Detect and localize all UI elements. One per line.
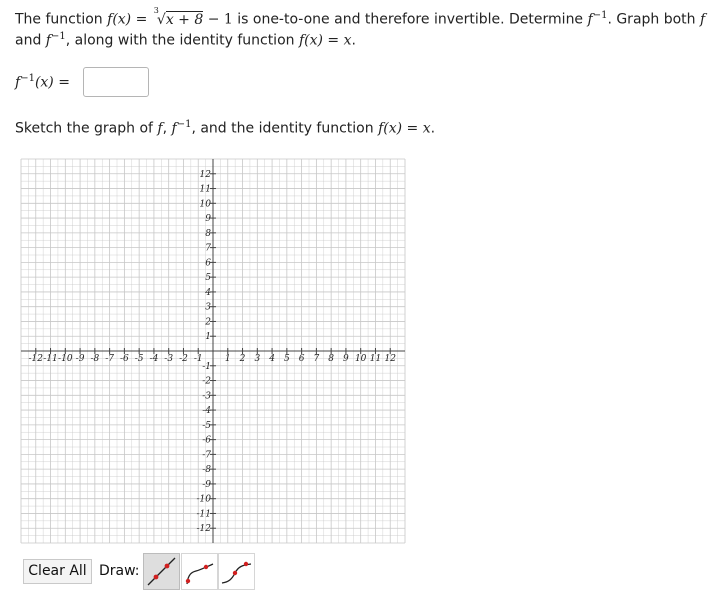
math-inverse-sup: −1	[50, 31, 66, 42]
sketch-instruction	[15, 119, 435, 137]
cube-root-tool-button[interactable]	[218, 553, 255, 590]
x-tick-label: -4	[149, 354, 159, 364]
x-tick-label: -11	[43, 354, 58, 364]
radical-sign-icon: √	[156, 11, 166, 28]
y-tick-label: 7	[205, 243, 211, 254]
x-axis-labels	[29, 354, 397, 364]
math-inverse-sup: −1	[176, 119, 192, 130]
y-tick-label: -7	[202, 450, 211, 461]
y-tick-label: 2	[205, 317, 211, 328]
x-tick-label: 5	[283, 354, 290, 364]
math-x: (x)	[304, 32, 323, 49]
y-tick-label: 6	[205, 258, 211, 269]
clear-all-button[interactable]: Clear All	[23, 559, 92, 584]
question-line-1	[15, 6, 706, 28]
math-f: f	[45, 32, 51, 49]
x-tick-label: -5	[134, 354, 144, 364]
y-tick-label: -11	[196, 509, 211, 520]
x-tick-label: 12	[384, 354, 396, 364]
sketch-text: ,	[162, 120, 172, 137]
coordinate-graph[interactable]	[15, 153, 411, 549]
y-tick-label: -9	[202, 479, 211, 490]
question-text: is one-to-one and therefore invertible. Determine	[232, 11, 588, 28]
x-tick-label: -12	[28, 354, 44, 364]
cube-root-tool-icon	[219, 554, 254, 589]
question-text: .	[351, 32, 356, 49]
math-f: f	[107, 11, 113, 28]
question-text: . Graph both	[607, 11, 700, 28]
y-tick-label: -6	[202, 435, 211, 446]
axes	[21, 159, 405, 543]
y-tick-label: 3	[205, 302, 211, 313]
math-f: f	[157, 120, 163, 137]
sketch-text: .	[430, 120, 436, 137]
math-x: (x)	[383, 120, 403, 137]
y-tick-label: 8	[205, 228, 211, 239]
question-text: and	[15, 32, 46, 49]
question-line-2	[15, 31, 356, 49]
x-tick-label: -1	[193, 354, 203, 364]
math-f: f	[171, 120, 177, 137]
x-tick-label: -8	[90, 354, 100, 364]
y-tick-label: -8	[202, 465, 211, 476]
y-tick-label: 12	[199, 169, 211, 180]
x-tick-label: 4	[269, 354, 275, 364]
root-index: 3	[153, 6, 159, 15]
math-x-equals: (x) =	[34, 74, 70, 91]
sketch-text: Sketch the graph of	[15, 120, 158, 137]
math-inverse-sup: −1	[592, 10, 608, 21]
square-root-tool-button[interactable]	[181, 553, 218, 590]
math-inverse-sup: −1	[20, 73, 35, 84]
x-tick-label: -7	[105, 354, 115, 364]
x-tick-label: -2	[179, 354, 188, 364]
x-tick-label: 3	[254, 354, 261, 364]
math-equals: =	[131, 11, 152, 28]
draw-label: Draw:	[99, 563, 140, 579]
math-f: f	[378, 120, 384, 137]
math-equals: =	[322, 32, 344, 49]
math-equals: =	[402, 120, 423, 137]
x-tick-label: 9	[343, 354, 349, 364]
x-tick-label: 6	[298, 354, 305, 364]
y-tick-label: 1	[205, 332, 211, 343]
x-tick-label: 10	[354, 354, 367, 364]
x-tick-label: 11	[369, 354, 382, 364]
y-tick-label: -12	[196, 524, 211, 535]
math-minus-one: − 1	[203, 11, 233, 28]
y-tick-label: 11	[199, 184, 211, 195]
cube-root	[152, 6, 204, 28]
math-f: f	[15, 74, 21, 91]
y-tick-label: -4	[202, 406, 211, 417]
math-x: (x)	[112, 11, 132, 28]
x-tick-label: -9	[75, 354, 85, 364]
x-tick-label: -3	[164, 354, 174, 364]
math-f: f	[298, 32, 305, 49]
x-tick-label: 2	[239, 354, 246, 364]
x-tick-label: 8	[328, 354, 335, 364]
y-tick-label: -5	[202, 420, 211, 431]
sketch-text: , and the identity function	[191, 120, 379, 137]
answer-label	[15, 73, 70, 91]
question-text: The function	[15, 11, 108, 28]
math-x: x	[343, 32, 352, 49]
radicand: x + 8	[165, 11, 204, 28]
y-tick-label: 4	[205, 287, 211, 298]
y-tick-label: -2	[202, 376, 211, 387]
inverse-answer-input[interactable]	[83, 67, 149, 97]
y-tick-label: 5	[205, 273, 211, 284]
math-f: f	[700, 11, 706, 28]
x-tick-label: -6	[119, 354, 129, 364]
y-tick-label: -1	[202, 361, 211, 372]
question-text: , along with the identity function	[65, 32, 299, 49]
math-f: f	[587, 11, 593, 28]
line-tool-button[interactable]	[143, 553, 180, 590]
y-tick-label: -10	[196, 494, 211, 505]
x-tick-label: 1	[224, 354, 231, 364]
x-tick-label: 7	[313, 354, 320, 364]
y-tick-label: 10	[199, 199, 211, 210]
square-root-tool-icon	[182, 554, 217, 589]
line-tool-icon	[144, 554, 179, 589]
y-tick-label: -3	[202, 391, 211, 402]
y-tick-label: 9	[205, 214, 211, 225]
x-tick-label: -10	[58, 354, 73, 364]
math-x: x	[422, 120, 431, 137]
